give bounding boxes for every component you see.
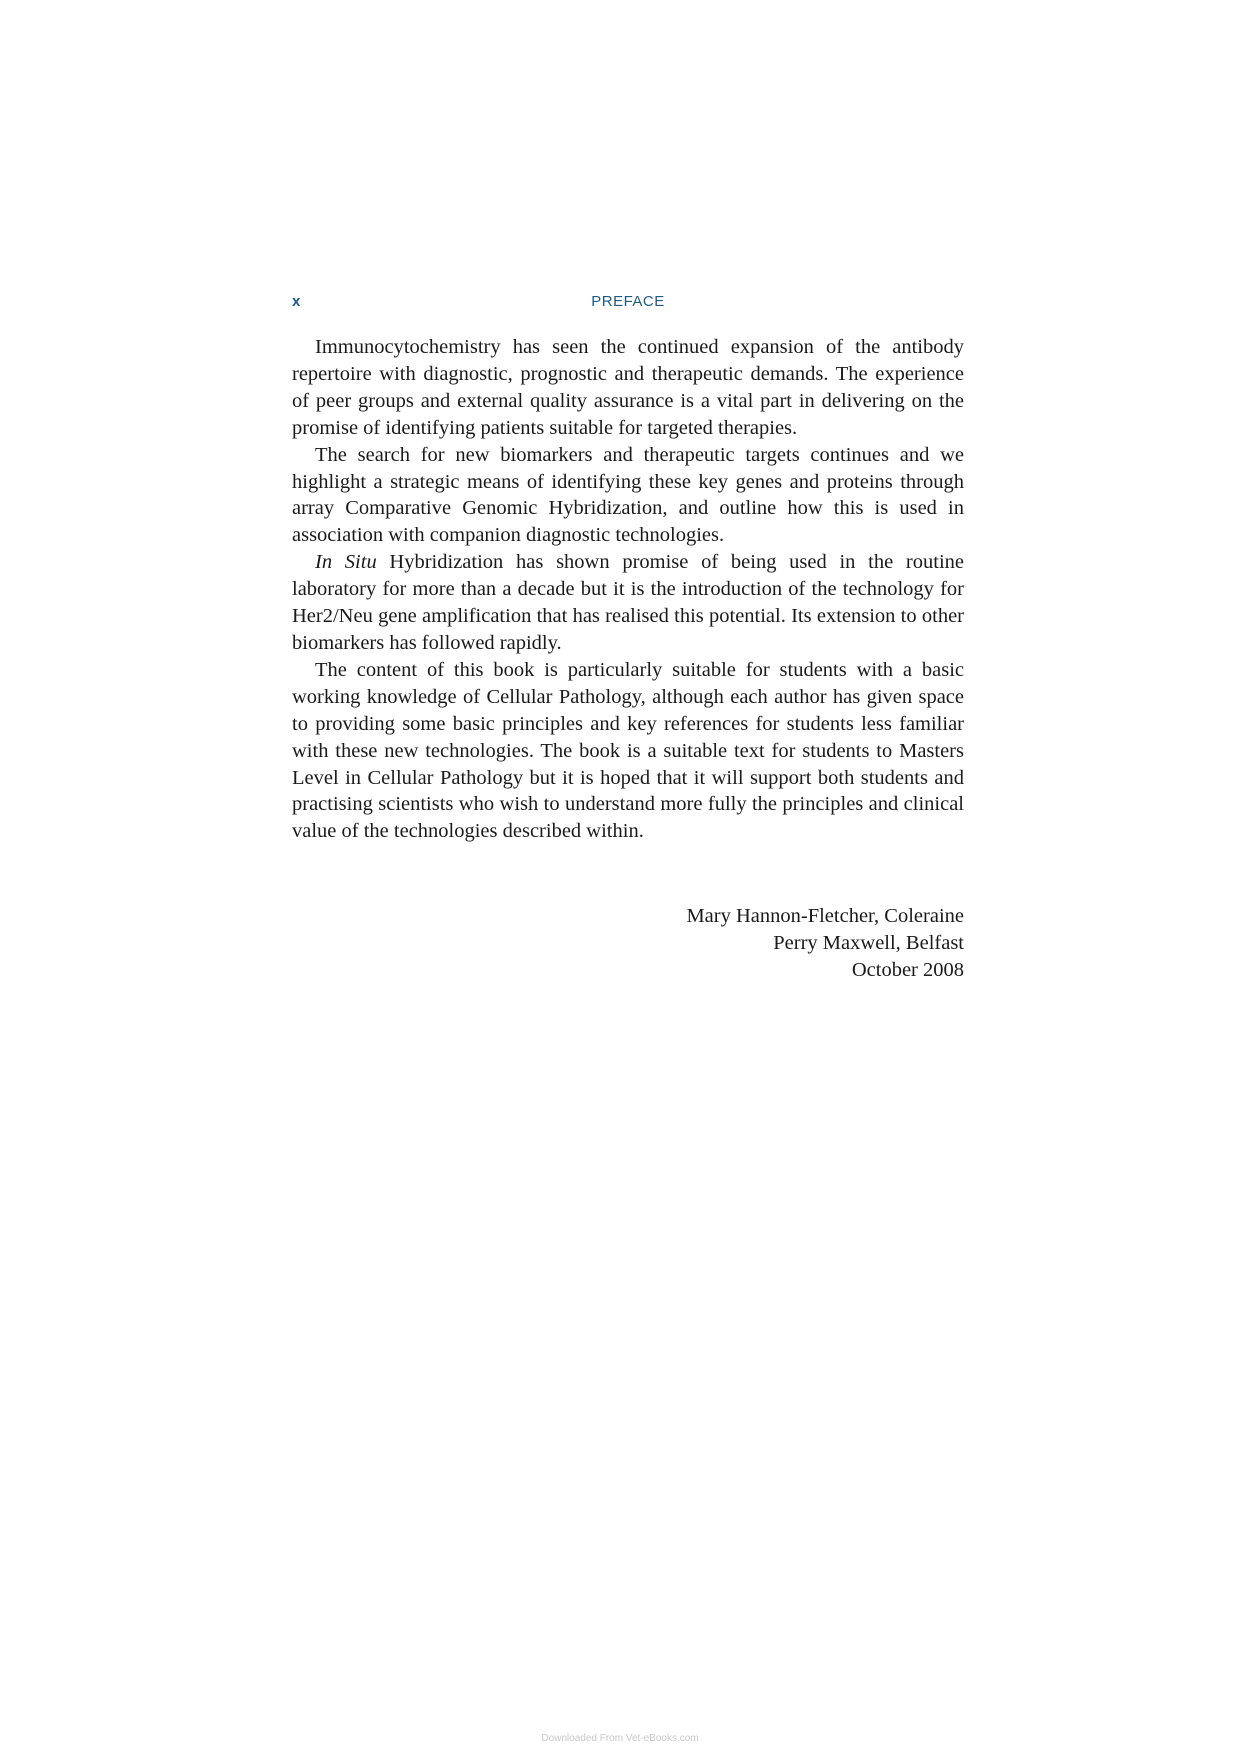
paragraph-text: The search for new biomarkers and therapeutic targets continues and we highlight a strategic means of identifying these key genes and proteins through array Comparative Genomic Hybridization, and outline how this is used in association with companion diagnostic technologies. — [292, 443, 964, 547]
preface-body — [292, 334, 964, 845]
running-head-title: PREFACE — [591, 293, 665, 310]
signature-block — [292, 903, 964, 984]
paragraph-text: Immunocytochemistry has seen the continued expansion of the antibody repertoire with diagnostic, prognostic and therapeutic demands. The experience of peer groups and external quality assurance is a vital part in delivering on the promise of identifying patients suitable for targeted therapies. — [292, 336, 964, 439]
paragraph — [292, 657, 964, 845]
paragraph-italic-lead: In Situ — [315, 551, 377, 574]
page-number: x — [292, 293, 301, 310]
signature-author-2: Perry Maxwell, Belfast — [773, 931, 964, 954]
signature-date: October 2008 — [851, 958, 964, 981]
running-head — [292, 293, 964, 313]
paragraph-text: The content of this book is particularly suitable for students with a basic working knowledge of Cellular Pathology, although each author has given space to providing some basic principles and key references for students less familiar with these new technologies. The book is a suitable text for students to Masters Level in Cellular Pathology but it is hoped that it will support both students and practising scientists who wish to understand more fully the principles and clinical value of the technologies described within. — [292, 658, 964, 843]
paragraph-text: Hybridization has shown promise of being used in the routine laboratory for more than a decade but it is the introduction of the technology for Her2/Neu gene amplification that has realised this potential. Its extension to other biomarkers has followed rapidly. — [292, 551, 964, 654]
paragraph — [292, 442, 964, 550]
download-watermark: Downloaded From Vet-eBooks.com — [541, 1733, 699, 1744]
paragraph — [292, 334, 964, 442]
signature-author-1: Mary Hannon-Fletcher, Coleraine — [686, 905, 964, 927]
paragraph — [292, 549, 964, 657]
